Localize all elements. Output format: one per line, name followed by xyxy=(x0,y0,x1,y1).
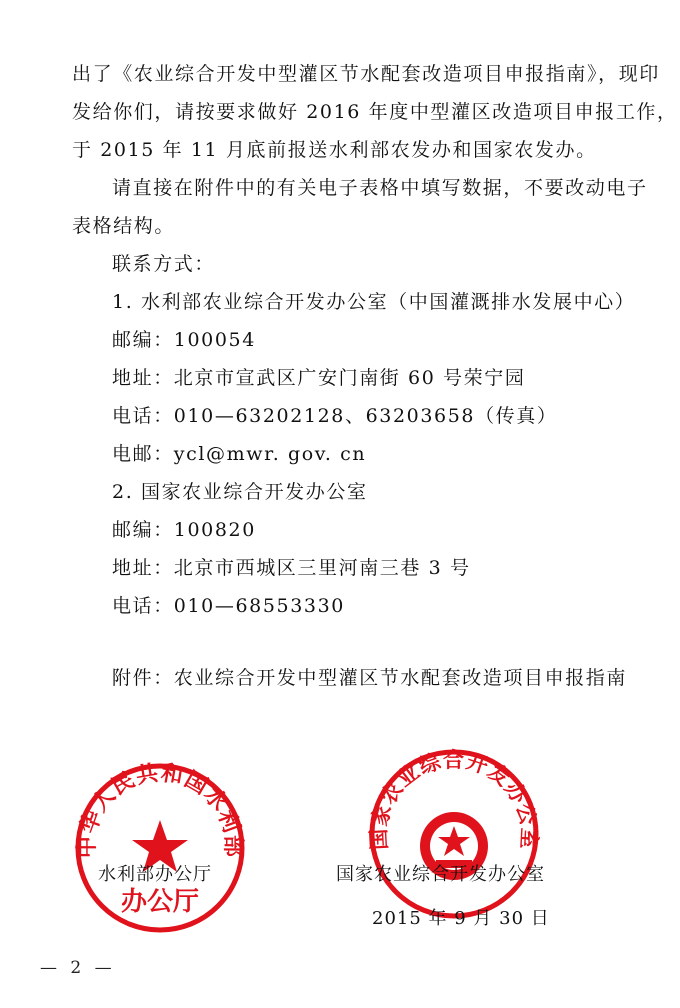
phone-2: 电话：010—68553330 xyxy=(112,595,345,617)
seal-ring-text: 国家农业综合开发办公室 xyxy=(367,749,541,851)
body-line: 于 2015 年 11 月底前报送水利部农发办和国家农发办。 xyxy=(72,139,597,161)
signature-org-right: 国家农业综合开发办公室 xyxy=(336,864,545,885)
body-line: 发给你们，请按要求做好 2016 年度中型灌区改造项目申报工作， xyxy=(72,101,678,123)
postcode-2: 邮编：100820 xyxy=(112,519,256,541)
contact-heading: 联系方式： xyxy=(112,253,216,275)
seal-center-text: 办公厅 xyxy=(120,886,200,916)
phone-1: 电话：010—63202128、63203658（传真） xyxy=(112,405,558,427)
ministry-of-water-resources-seal xyxy=(72,760,248,936)
postcode-1: 邮编：100054 xyxy=(112,329,256,351)
body-line: 表格结构。 xyxy=(72,215,176,237)
signature-date: 2015 年 9 月 30 日 xyxy=(372,908,550,929)
page-number: — 2 — xyxy=(40,958,116,978)
email-1: 电邮：ycl@mwr. gov. cn xyxy=(112,443,367,465)
body-line: 出了《农业综合开发中型灌区节水配套改造项目申报指南》，现印 xyxy=(72,63,660,85)
signature-org-left: 水利部办公厅 xyxy=(98,864,212,885)
contact-org-1: 1. 水利部农业综合开发办公室（中国灌溉排水发展中心） xyxy=(112,291,636,313)
contact-org-2: 2. 国家农业综合开发办公室 xyxy=(112,481,368,503)
seal-ring-text: 中华人民共和国水利部 xyxy=(73,760,247,859)
address-1: 地址：北京市宣武区广安门南街 60 号荣宁园 xyxy=(112,367,526,389)
national-agricultural-development-office-seal xyxy=(366,746,542,922)
attachment-line: 附件：农业综合开发中型灌区节水配套改造项目申报指南 xyxy=(112,667,628,689)
body-line: 请直接在附件中的有关电子表格中填写数据，不要改动电子 xyxy=(112,177,648,199)
address-2: 地址：北京市西城区三里河南三巷 3 号 xyxy=(112,557,471,579)
